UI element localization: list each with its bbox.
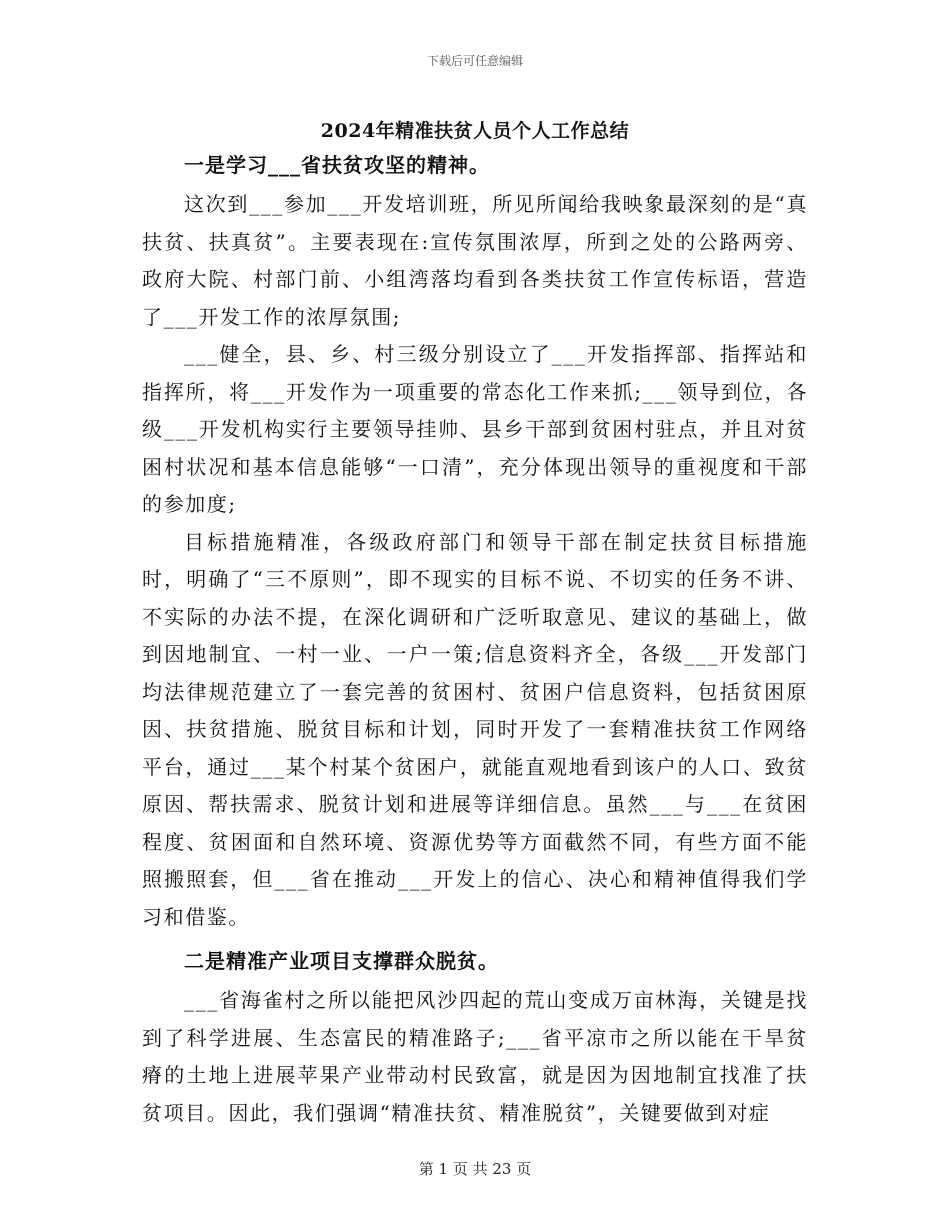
- section-heading: 一是学习___省扶贫攻坚的精神。: [184, 153, 490, 177]
- document-body: [142, 150, 808, 1132]
- page-footer: 第 1 页 共 23 页: [418, 1160, 532, 1178]
- paragraph: ___健全，县、乡、村三级分别设立了___开发指挥部、指挥站和指挥所，将___开发作为一项重要的常态化工作来抓;___领导到位，各级___开发机构实行主要领导挂帅、县乡干部到贫困村驻点，并且对贫困村状况和基本信息能够“一口清”，充分体现出领导的重视度和干部的参加度;: [142, 342, 808, 516]
- section-heading: 二是精准产业项目支撑群众脱贫。: [184, 949, 499, 973]
- page-title: 2024年精准扶贫人员个人工作总结: [320, 120, 630, 142]
- header-note: 下载后可任意编辑: [426, 54, 523, 68]
- paragraph: ___省海雀村之所以能把风沙四起的荒山变成万亩林海，关键是找到了科学进展、生态富民的精准路子;___省平凉市之所以能在干旱贫瘠的土地上进展苹果产业带动村民致富，就是因为因地制宜找准了扶贫项目。因此，我们强调“精准扶贫、精准脱贫”，关键要做到对症: [142, 988, 808, 1125]
- paragraph: 目标措施精准，各级政府部门和领导干部在制定扶贫目标措施时，明确了“三不原则”，即不现实的目标不说、不切实的任务不讲、不实际的办法不提，在深化调研和广泛听取意见、建议的基础上，做到因地制宜、一村一业、一户一策;信息资料齐全，各级___开发部门均法律规范建立了一套完善的贫困村、贫困户信息资料，包括贫困原因、扶贫措施、脱贫目标和计划，同时开发了一套精准扶贫工作网络平台，通过___某个村某个贫困户，就能直观地看到该户的人口、致贫原因、帮扶需求、脱贫计划和进展等详细信息。虽然___与___在贫困程度、贫困面和自然环境、资源优势等方面截然不同，有些方面不能照搬照套，但___省在推动___开发上的信心、决心和精神值得我们学习和借鉴。: [142, 529, 808, 929]
- paragraph: 这次到___参加___开发培训班，所见所闻给我映象最深刻的是“真扶贫、扶真贫”。主要表现在:宣传氛围浓厚，所到之处的公路两旁、政府大院、村部门前、小组湾落均看到各类扶贫工作宣传标语，营造了___开发工作的浓厚氛围;: [142, 192, 808, 329]
